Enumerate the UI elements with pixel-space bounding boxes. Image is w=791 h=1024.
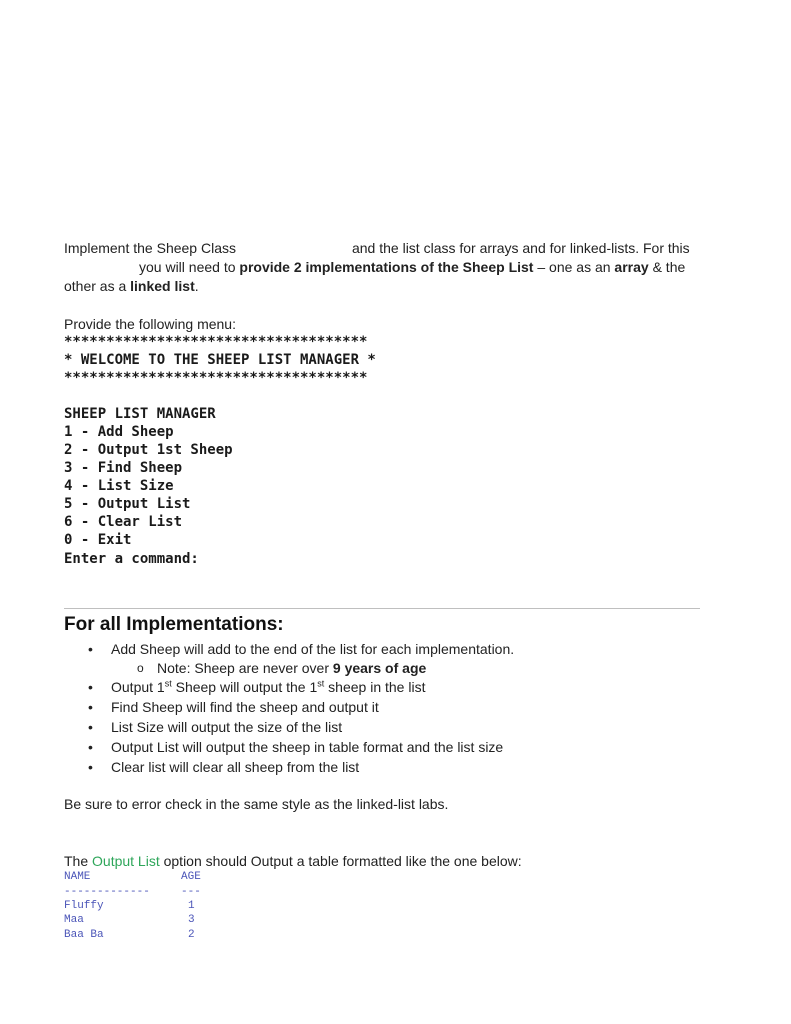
- table-row-name: Fluffy: [64, 900, 104, 912]
- banner-stars-top: ************************************: [64, 334, 368, 350]
- bullet-text: Output 1: [111, 679, 165, 695]
- intro-line-1: [64, 239, 704, 257]
- bullet-find-sheep: Find Sheep will find the sheep and output it: [111, 699, 379, 715]
- bullet-glyph: •: [88, 679, 93, 695]
- menu-item-output-list: 5 - Output List: [64, 496, 191, 512]
- bullet-glyph: •: [88, 739, 93, 755]
- bullet-text: sheep in the list: [324, 679, 426, 695]
- bullet-text: Sheep will output the 1: [171, 679, 318, 695]
- table-row-name: Maa: [64, 914, 84, 926]
- table-row-name: Baa Ba: [64, 929, 104, 939]
- menu-item-find-sheep: 3 - Find Sheep: [64, 460, 183, 476]
- output-intro-part: option should Output a table formatted like the one below:: [159, 853, 522, 869]
- bullet-add-sheep: Add Sheep will add to the end of the list for each implementation.: [111, 641, 515, 657]
- table-rule-age: ---: [181, 886, 201, 898]
- banner-stars-bottom: ************************************: [64, 370, 368, 386]
- table-rule-name: -------------: [64, 886, 150, 898]
- output-intro-part: The: [64, 853, 93, 869]
- intro-text: and the list class for arrays and for linked-lists. For this: [351, 240, 690, 256]
- menu-item-exit: 0 - Exit: [64, 532, 132, 548]
- intro-text: Implement the Sheep Class: [64, 240, 236, 256]
- menu-item-output-first: 2 - Output 1st Sheep: [64, 442, 233, 458]
- bullet-glyph: •: [88, 759, 93, 775]
- menu-intro-text: Provide the following menu:: [64, 316, 236, 332]
- output-list-link-text: Output List: [92, 853, 160, 869]
- section-divider: [64, 608, 700, 609]
- bullet-list-size: List Size will output the size of the list: [111, 719, 343, 735]
- table-header-age: AGE: [181, 871, 201, 883]
- intro-text: other as a: [64, 278, 131, 294]
- intro-text: you will need to: [139, 259, 240, 275]
- table-header-name: NAME: [64, 871, 91, 883]
- menu-item-list-size: 4 - List Size: [64, 478, 174, 494]
- bullet-glyph: •: [88, 641, 93, 657]
- menu-item-add-sheep: 1 - Add Sheep: [64, 424, 174, 440]
- bullet-output-first: [111, 678, 425, 696]
- intro-line-2: [139, 258, 685, 276]
- banner-welcome: * WELCOME TO THE SHEEP LIST MANAGER *: [64, 352, 376, 368]
- section-heading: For all Implementations:: [64, 614, 284, 635]
- note-text: Note: Sheep are never over: [157, 660, 333, 676]
- sub-bullet-note: [157, 659, 426, 677]
- intro-bold-text: linked list: [130, 278, 195, 294]
- bullet-clear-list: Clear list will clear all sheep from the list: [111, 759, 360, 775]
- table-row-age: 3: [188, 914, 195, 926]
- bullet-output-list: Output List will output the sheep in table format and the list size: [111, 739, 504, 755]
- intro-bold-text: provide 2 implementations of the Sheep List: [239, 259, 534, 275]
- output-intro-text: [64, 852, 522, 870]
- intro-line-3: [64, 277, 199, 295]
- table-row-age: 2: [188, 929, 195, 939]
- superscript: st: [317, 678, 325, 689]
- note-bold-text: 9 years of age: [332, 660, 427, 676]
- intro-bold-text: array: [614, 259, 649, 275]
- menu-prompt: Enter a command:: [64, 551, 199, 567]
- error-check-note: Be sure to error check in the same style as the linked-list labs.: [64, 796, 449, 812]
- sub-bullet-glyph: o: [137, 661, 144, 675]
- bullet-glyph: •: [88, 699, 93, 715]
- superscript: st: [164, 678, 172, 689]
- bullet-glyph: •: [88, 719, 93, 735]
- menu-item-clear-list: 6 - Clear List: [64, 514, 183, 530]
- intro-text: .: [194, 278, 199, 294]
- menu-title: SHEEP LIST MANAGER: [64, 406, 216, 422]
- intro-text: & the: [648, 259, 686, 275]
- table-row-age: 1: [188, 900, 195, 912]
- intro-text: – one as an: [533, 259, 615, 275]
